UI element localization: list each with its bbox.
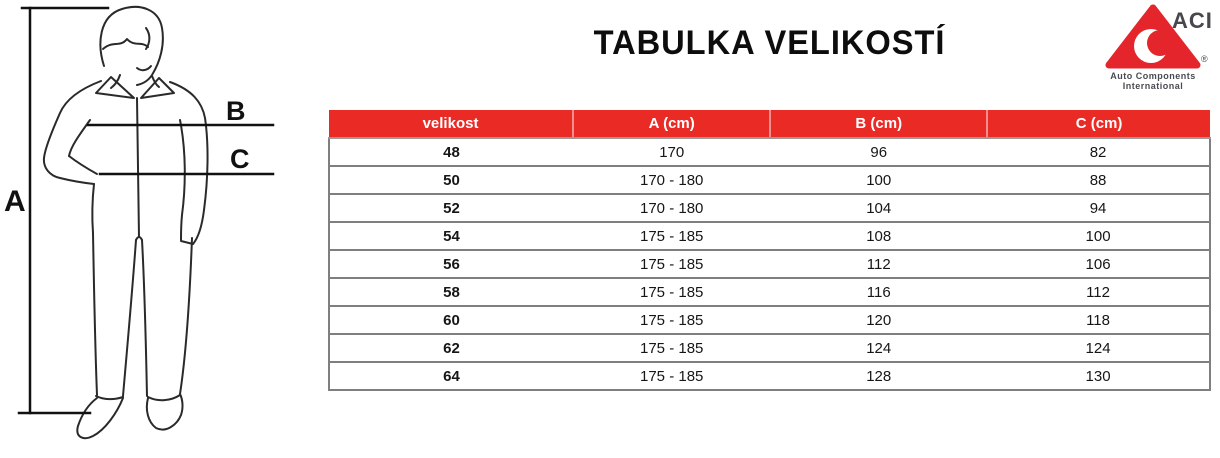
cell-b: 100 [770, 166, 987, 194]
label-b: B [226, 96, 246, 126]
cell-c: 94 [987, 194, 1210, 222]
cell-size: 50 [329, 166, 573, 194]
logo-subtitle-line2: International [1122, 81, 1184, 91]
cell-b: 120 [770, 306, 987, 334]
cell-size: 58 [329, 278, 573, 306]
aci-logo [1095, 2, 1220, 97]
column-header-velikost: velikost [329, 110, 573, 138]
logo-name-text: ACI [1172, 8, 1213, 33]
cell-c: 88 [987, 166, 1210, 194]
cell-c: 100 [987, 222, 1210, 250]
label-c: C [230, 144, 250, 174]
cell-a: 170 - 180 [573, 194, 770, 222]
column-header-c: C (cm) [987, 110, 1210, 138]
person-drawing [44, 7, 208, 438]
cell-a: 175 - 185 [573, 278, 770, 306]
label-a: A [4, 185, 26, 218]
table-row [329, 334, 1210, 362]
table-row [329, 138, 1210, 166]
logo-subtitle-line1: Auto Components [1110, 71, 1196, 81]
cell-c: 82 [987, 138, 1210, 166]
cell-c: 130 [987, 362, 1210, 390]
cell-a: 175 - 185 [573, 250, 770, 278]
column-header-a: A (cm) [573, 110, 770, 138]
cell-c: 118 [987, 306, 1210, 334]
size-table [328, 110, 1211, 391]
cell-size: 48 [329, 138, 573, 166]
cell-a: 170 [573, 138, 770, 166]
cell-a: 175 - 185 [573, 362, 770, 390]
cell-a: 175 - 185 [573, 222, 770, 250]
table-row [329, 250, 1210, 278]
cell-b: 104 [770, 194, 987, 222]
size-diagram [0, 0, 310, 453]
cell-size: 64 [329, 362, 573, 390]
size-table-header [329, 110, 1210, 138]
cell-b: 116 [770, 278, 987, 306]
table-row [329, 194, 1210, 222]
table-row [329, 166, 1210, 194]
size-table-body [329, 138, 1210, 390]
cell-a: 170 - 180 [573, 166, 770, 194]
cell-size: 56 [329, 250, 573, 278]
cell-a: 175 - 185 [573, 334, 770, 362]
table-row [329, 362, 1210, 390]
cell-b: 96 [770, 138, 987, 166]
cell-c: 106 [987, 250, 1210, 278]
table-row [329, 306, 1210, 334]
cell-size: 54 [329, 222, 573, 250]
cell-size: 60 [329, 306, 573, 334]
person-measurement-drawing [0, 0, 310, 453]
cell-size: 62 [329, 334, 573, 362]
cell-b: 128 [770, 362, 987, 390]
table-row [329, 278, 1210, 306]
cell-c: 112 [987, 278, 1210, 306]
table-row [329, 222, 1210, 250]
cell-a: 175 - 185 [573, 306, 770, 334]
aci-logo-graphic [1095, 2, 1220, 97]
cell-c: 124 [987, 334, 1210, 362]
cell-b: 124 [770, 334, 987, 362]
registered-mark: ® [1201, 54, 1208, 64]
cell-size: 52 [329, 194, 573, 222]
cell-b: 108 [770, 222, 987, 250]
page-title: TABULKA VELIKOSTÍ [593, 24, 946, 62]
column-header-b: B (cm) [770, 110, 987, 138]
cell-b: 112 [770, 250, 987, 278]
